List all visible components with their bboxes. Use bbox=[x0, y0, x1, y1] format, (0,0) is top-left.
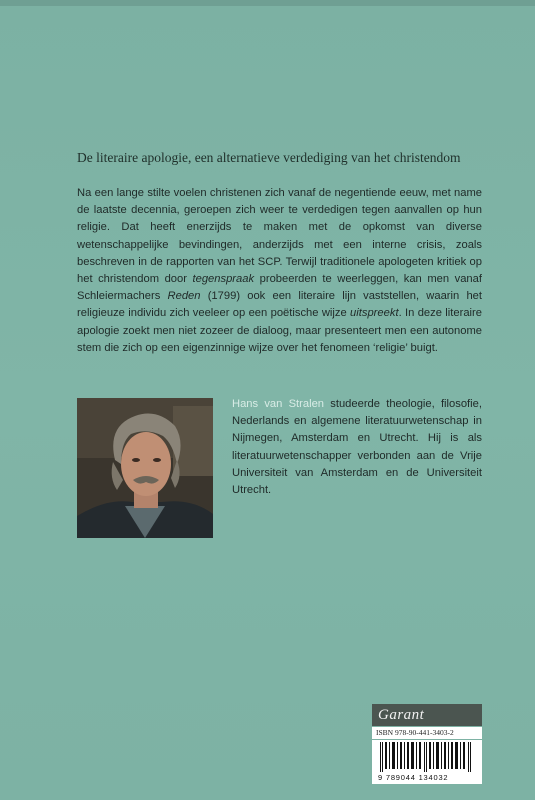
author-photo bbox=[77, 398, 213, 538]
isbn-label: ISBN 978-90-441-3403-2 bbox=[372, 727, 482, 739]
publisher-band bbox=[372, 704, 482, 726]
blurb-emphasis-uitspreekt: uitspreekt bbox=[350, 307, 399, 320]
barcode-digits: 9 789044 134032 bbox=[378, 773, 449, 782]
blurb-emphasis-reden: Reden bbox=[167, 290, 201, 303]
blurb-text-part-2: probeerden te weerleggen, kan men vanaf Schleiermachers bbox=[77, 273, 482, 303]
blurb-text-part-3: (1799) ook een literaire lijn vaststellen, waarin het religieuze individu zich veeleer op een poëtische wijze bbox=[77, 290, 482, 320]
author-bio-text: studeerde theologie, filosofie, Nederlands en algemene literatuurwetenschap in Nijmegen, Amsterdam en Utrecht. Hij is als literatuurwetenschapper verbonden aan de Vrije Universiteit van Amsterdam en de Universiteit Utrecht. bbox=[232, 398, 482, 497]
cover-top-edge bbox=[0, 0, 535, 6]
blurb-text bbox=[77, 185, 482, 357]
author-bio bbox=[232, 396, 482, 499]
blurb-heading: De literaire apologie, een alternatieve verdediging van het christendom bbox=[77, 150, 461, 165]
blurb-emphasis-tegenspraak: tegenspraak bbox=[192, 273, 255, 286]
author-name: Hans van Stralen bbox=[232, 398, 325, 410]
publisher-logo: Garant bbox=[378, 706, 425, 723]
author-portrait-illustration bbox=[77, 398, 213, 538]
barcode-bars-icon bbox=[380, 742, 474, 772]
blurb-text-part-4: . In deze literaire apologie zoekt men niet zozeer de dialoog, maar presenteert men een autonome stem die zich op een eigenzinnige wijze over het fenomeen ‘religie’ buigt. bbox=[77, 307, 482, 354]
blurb-text-part-1: Na een lange stilte voelen christenen zich vanaf de negentiende eeuw, met name de laatste decennia, geroepen zich weer te verdedigen tegen aanvallen op hun religie. Dat heeft enerzijds te maken met de opkomst van diverse wetenschappelijke bevindingen, anderzijds met een interne crisis, zoals beschreven in de rapporten van het SCP. Terwijl traditionele apologeten kritiek op het christendom door bbox=[77, 187, 482, 286]
barcode bbox=[372, 740, 482, 784]
